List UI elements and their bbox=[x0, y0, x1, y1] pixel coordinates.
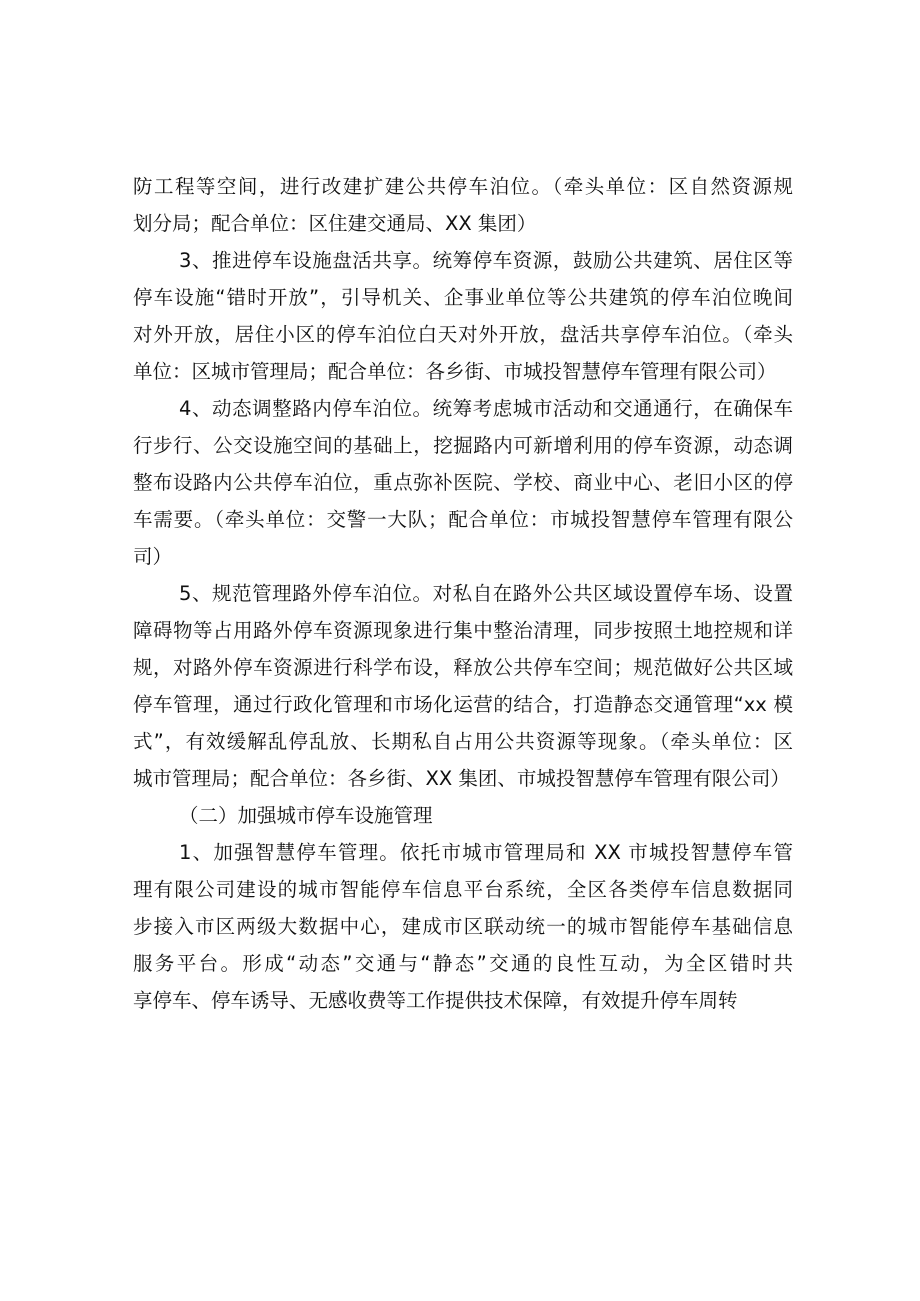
text-line: 司） bbox=[133, 545, 173, 568]
text-line: 车需要。（牵头单位：交警一大队；配合单位：市城投智慧停车管理有限公 bbox=[133, 508, 793, 531]
text-line: 划分局；配合单位：区住建交通局、XX 集团） bbox=[133, 212, 537, 235]
text-line: 享停车、停车诱导、无感收费等工作提供技术保障，有效提升停车周转 bbox=[133, 989, 738, 1012]
document-body bbox=[133, 168, 793, 1019]
paragraph-start-line: 3、推进停车设施盘活共享。统筹停车资源，鼓励公共建筑、居住区等 bbox=[179, 249, 793, 272]
text-line: 城市管理局；配合单位：各乡街、XX 集团、市城投智慧停车管理有限公司） bbox=[133, 767, 790, 790]
text-line: 单位：区城市管理局；配合单位：各乡街、市城投智慧停车管理有限公司） bbox=[133, 360, 777, 383]
paragraph-start-line: 4、动态调整路内停车泊位。统筹考虑城市活动和交通通行，在确保车 bbox=[179, 397, 793, 420]
text-line: 行步行、公交设施空间的基础上，挖掘路内可新增利用的停车资源，动态调 bbox=[133, 434, 793, 457]
section-heading: （二）加强城市停车设施管理 bbox=[179, 804, 433, 827]
text-line: 规，对路外停车资源进行科学布设，释放公共停车空间；规范做好公共区域 bbox=[133, 656, 793, 679]
text-line: 理有限公司建设的城市智能停车信息平台系统，全区各类停车信息数据同 bbox=[133, 878, 793, 901]
paragraph-start-line: 5、规范管理路外停车泊位。对私自在路外公共区域设置停车场、设置 bbox=[179, 582, 793, 605]
text-line: 服务平台。形成“动态”交通与“静态”交通的良性互动，为全区错时共 bbox=[133, 952, 793, 975]
paragraph-start-line: 1、加强智慧停车管理。依托市城市管理局和 XX 市城投智慧停车管 bbox=[179, 841, 793, 864]
text-line: 整布设路内公共停车泊位，重点弥补医院、学校、商业中心、老旧小区的停 bbox=[133, 471, 793, 494]
text-line: 障碍物等占用路外停车资源现象进行集中整治清理，同步按照土地控规和详 bbox=[133, 619, 793, 642]
text-line: 对外开放，居住小区的停车泊位白天对外开放，盘活共享停车泊位。（牵头 bbox=[133, 323, 793, 346]
text-line: 停车管理，通过行政化管理和市场化运营的结合，打造静态交通管理“xx 模 bbox=[133, 693, 793, 716]
text-line: 式”，有效缓解乱停乱放、长期私自占用公共资源等现象。（牵头单位：区 bbox=[133, 730, 793, 753]
text-line: 停车设施“错时开放”，引导机关、企事业单位等公共建筑的停车泊位晚间 bbox=[133, 286, 793, 309]
text-line: 步接入市区两级大数据中心，建成市区联动统一的城市智能停车基础信息 bbox=[133, 915, 793, 938]
text-line: 防工程等空间，进行改建扩建公共停车泊位。（牵头单位：区自然资源规 bbox=[133, 175, 793, 198]
